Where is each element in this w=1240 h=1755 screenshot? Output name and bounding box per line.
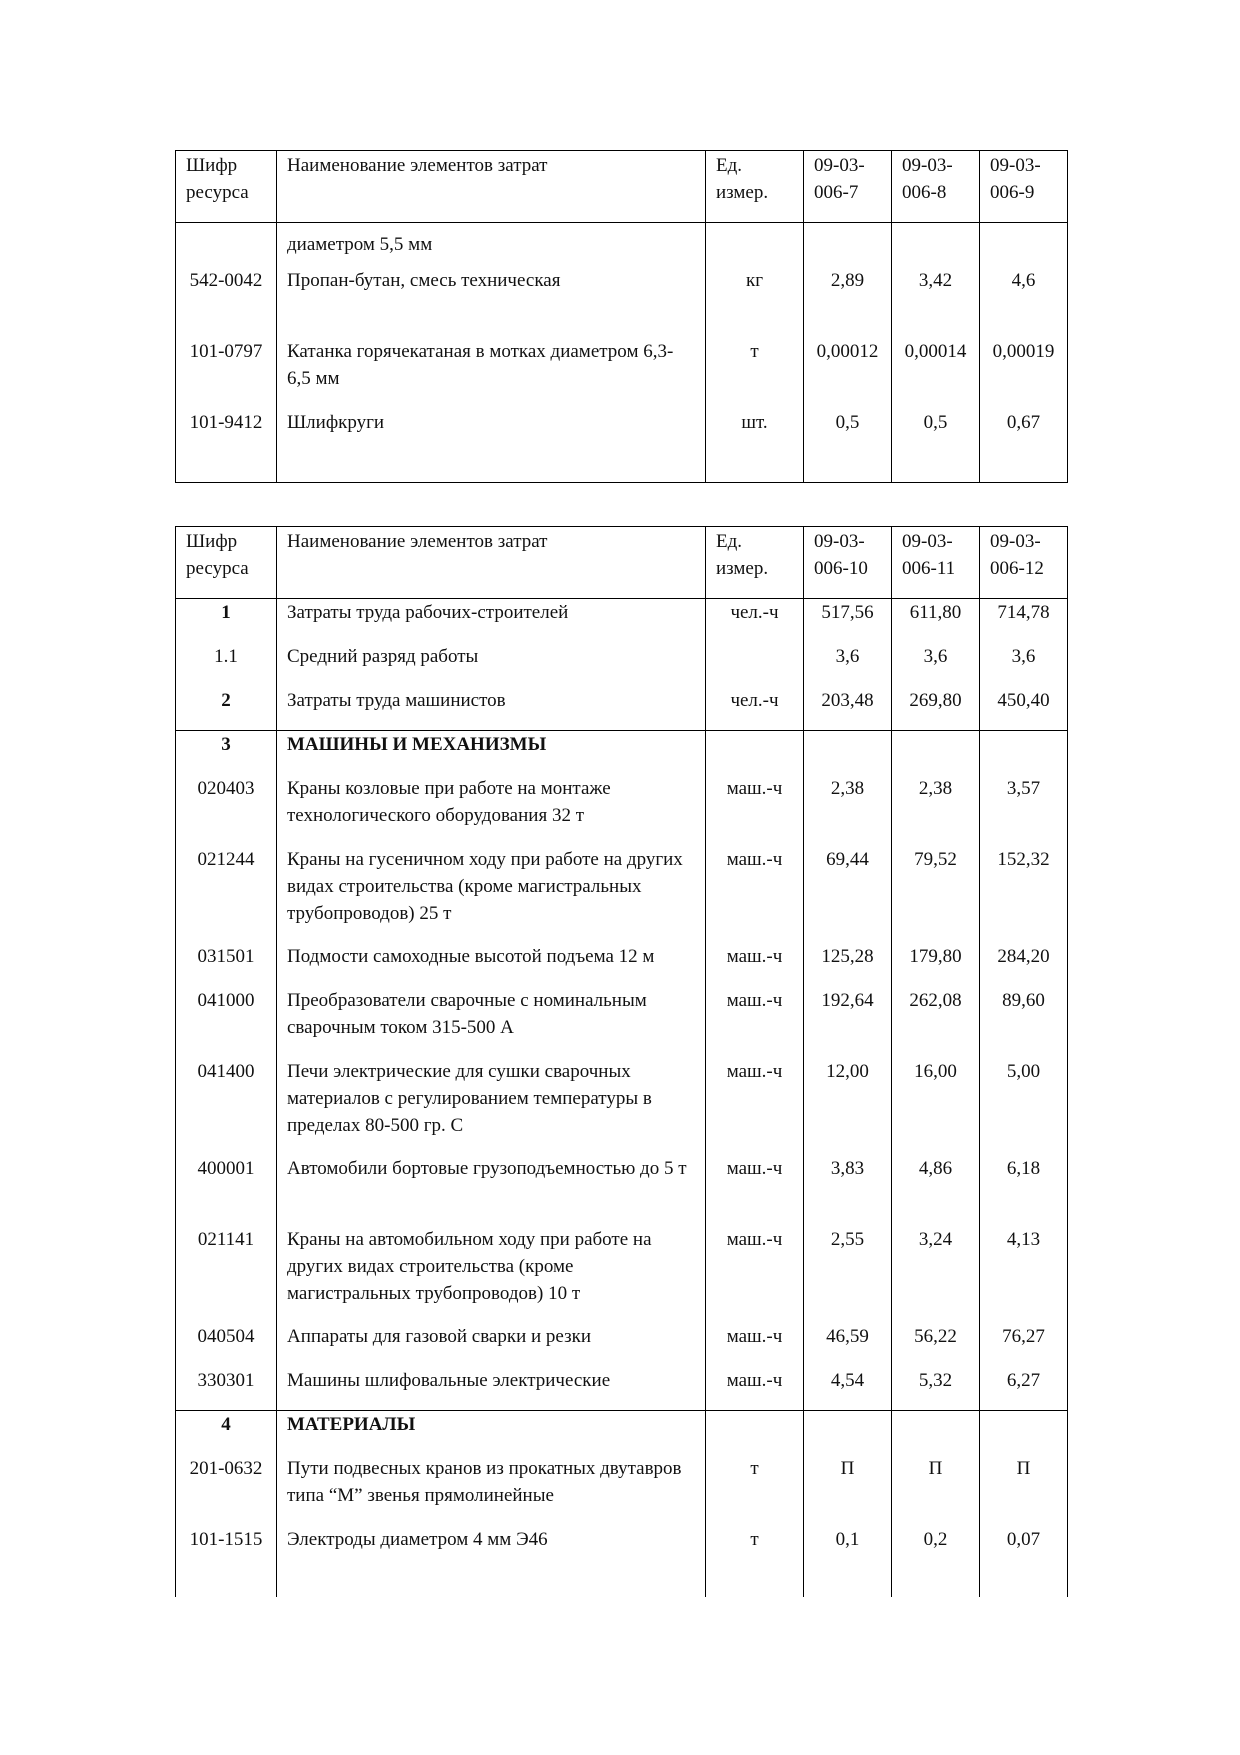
row-name: Электроды диаметром 4 мм Э46 (277, 1526, 706, 1597)
row-name: Затраты труда рабочих-строителей (277, 599, 706, 643)
header-col-2: 09-03-006-11 (892, 527, 980, 599)
row-value-1: 12,00 (804, 1058, 892, 1155)
row-value-1: 2,89 (804, 267, 892, 338)
row-code: 101-0797 (176, 338, 277, 409)
row-value-3: 6,18 (980, 1155, 1068, 1226)
table-row (176, 409, 1068, 483)
header-unit: Ед. измер. (706, 527, 804, 599)
row-value-3: 6,27 (980, 1367, 1068, 1411)
row-code: 021244 (176, 846, 277, 943)
table-row (176, 846, 1068, 943)
row-unit (706, 1411, 804, 1455)
row-value-3 (980, 1411, 1068, 1455)
row-value-3: 450,40 (980, 687, 1068, 731)
row-value-3 (980, 223, 1068, 267)
row-name: Краны козловые при работе на монтаже технологического оборудования 32 т (277, 775, 706, 846)
row-value-2: 3,24 (892, 1226, 980, 1323)
row-value-2: 2,38 (892, 775, 980, 846)
row-code: 101-9412 (176, 409, 277, 483)
row-code: 2 (176, 687, 277, 731)
row-value-2 (892, 223, 980, 267)
row-name: Пути подвесных кранов из прокатных двутавров типа “М” звенья прямолинейные (277, 1455, 706, 1526)
header-col-3: 09-03-006-12 (980, 527, 1068, 599)
row-value-1: 203,48 (804, 687, 892, 731)
row-value-3: 0,67 (980, 409, 1068, 483)
row-name: Шлифкруги (277, 409, 706, 483)
row-value-1: 3,83 (804, 1155, 892, 1226)
row-value-3: 0,00019 (980, 338, 1068, 409)
row-code: 020403 (176, 775, 277, 846)
row-unit (706, 223, 804, 267)
row-value-2: 3,6 (892, 643, 980, 687)
row-unit: маш.-ч (706, 1367, 804, 1411)
row-value-1 (804, 731, 892, 775)
table-body (176, 599, 1068, 1597)
row-name: Автомобили бортовые грузоподъемностью до 5 т (277, 1155, 706, 1226)
row-value-3 (980, 731, 1068, 775)
row-code: 041400 (176, 1058, 277, 1155)
row-code: 040504 (176, 1323, 277, 1367)
row-unit: маш.-ч (706, 775, 804, 846)
section-row (176, 731, 1068, 775)
row-name: Подмости самоходные высотой подъема 12 м (277, 943, 706, 987)
row-code: 201-0632 (176, 1455, 277, 1526)
row-value-3: П (980, 1455, 1068, 1526)
row-name: Преобразователи сварочные с номинальным сварочным током 315-500 А (277, 987, 706, 1058)
row-name: Средний разряд работы (277, 643, 706, 687)
header-col-1: 09-03-006-10 (804, 527, 892, 599)
row-value-1: 4,54 (804, 1367, 892, 1411)
row-value-2: 179,80 (892, 943, 980, 987)
row-value-1 (804, 1411, 892, 1455)
row-value-1: 2,55 (804, 1226, 892, 1323)
row-unit (706, 731, 804, 775)
header-col-2: 09-03-006-8 (892, 151, 980, 223)
row-value-1 (804, 223, 892, 267)
row-code: 041000 (176, 987, 277, 1058)
row-name: Краны на гусеничном ходу при работе на других видах строительства (кроме магистральных трубопроводов) 25 т (277, 846, 706, 943)
header-code: Шифр ресурса (176, 527, 277, 599)
row-value-1: 517,56 (804, 599, 892, 643)
header-name: Наименование элементов затрат (277, 527, 706, 599)
table-row (176, 643, 1068, 687)
header-col-1: 09-03-006-7 (804, 151, 892, 223)
row-unit: маш.-ч (706, 1226, 804, 1323)
row-value-2 (892, 731, 980, 775)
row-code: 542-0042 (176, 267, 277, 338)
row-value-1: 0,1 (804, 1526, 892, 1597)
row-name: Аппараты для газовой сварки и резки (277, 1323, 706, 1367)
row-value-1: 3,6 (804, 643, 892, 687)
row-name: МАШИНЫ И МЕХАНИЗМЫ (277, 731, 706, 775)
row-value-2: 79,52 (892, 846, 980, 943)
table-row (176, 1058, 1068, 1155)
row-value-3: 5,00 (980, 1058, 1068, 1155)
row-code: 4 (176, 1411, 277, 1455)
header-name: Наименование элементов затрат (277, 151, 706, 223)
row-value-2: 5,32 (892, 1367, 980, 1411)
row-unit: т (706, 1526, 804, 1597)
row-code (176, 223, 277, 267)
table-header (176, 151, 1068, 223)
section-row (176, 1411, 1068, 1455)
row-name: Пропан-бутан, смесь техническая (277, 267, 706, 338)
row-unit: маш.-ч (706, 943, 804, 987)
row-unit: т (706, 338, 804, 409)
row-name: МАТЕРИАЛЫ (277, 1411, 706, 1455)
row-code: 400001 (176, 1155, 277, 1226)
row-unit: т (706, 1455, 804, 1526)
resource-table-2 (175, 526, 1068, 1597)
row-value-2: 3,42 (892, 267, 980, 338)
row-value-1: 125,28 (804, 943, 892, 987)
table-header (176, 527, 1068, 599)
row-unit: маш.-ч (706, 846, 804, 943)
table-row (176, 1226, 1068, 1323)
row-value-1: П (804, 1455, 892, 1526)
row-value-3: 89,60 (980, 987, 1068, 1058)
row-value-2: П (892, 1455, 980, 1526)
row-code: 3 (176, 731, 277, 775)
row-value-3: 76,27 (980, 1323, 1068, 1367)
row-code: 031501 (176, 943, 277, 987)
row-value-2: 0,00014 (892, 338, 980, 409)
row-name: Печи электрические для сушки сварочных материалов с регулированием температуры в пределах 80-500 гр. С (277, 1058, 706, 1155)
table-row (176, 1155, 1068, 1226)
row-value-3: 152,32 (980, 846, 1068, 943)
row-unit: шт. (706, 409, 804, 483)
table-row (176, 599, 1068, 643)
row-value-2: 269,80 (892, 687, 980, 731)
table-row (176, 1367, 1068, 1411)
row-unit: чел.-ч (706, 599, 804, 643)
row-value-2: 56,22 (892, 1323, 980, 1367)
row-code: 1.1 (176, 643, 277, 687)
row-unit: маш.-ч (706, 987, 804, 1058)
row-value-1: 0,00012 (804, 338, 892, 409)
row-unit: кг (706, 267, 804, 338)
resource-table-1 (175, 150, 1068, 483)
row-value-1: 46,59 (804, 1323, 892, 1367)
table-row (176, 1323, 1068, 1367)
row-code: 101-1515 (176, 1526, 277, 1597)
header-code: Шифр ресурса (176, 151, 277, 223)
row-value-3: 284,20 (980, 943, 1068, 987)
row-value-1: 0,5 (804, 409, 892, 483)
header-unit: Ед. измер. (706, 151, 804, 223)
header-col-3: 09-03-006-9 (980, 151, 1068, 223)
row-code: 1 (176, 599, 277, 643)
table-row (176, 1526, 1068, 1597)
row-value-2: 0,2 (892, 1526, 980, 1597)
table-row (176, 1455, 1068, 1526)
row-name: Краны на автомобильном ходу при работе на других видах строительства (кроме магистральных трубопроводов) 10 т (277, 1226, 706, 1323)
row-value-2: 611,80 (892, 599, 980, 643)
row-value-2: 4,86 (892, 1155, 980, 1226)
row-value-1: 2,38 (804, 775, 892, 846)
row-unit: маш.-ч (706, 1323, 804, 1367)
table-row (176, 775, 1068, 846)
row-value-1: 192,64 (804, 987, 892, 1058)
row-name: Катанка горячекатаная в мотках диаметром 6,3-6,5 мм (277, 338, 706, 409)
row-value-3: 4,6 (980, 267, 1068, 338)
row-value-3: 4,13 (980, 1226, 1068, 1323)
row-value-1: 69,44 (804, 846, 892, 943)
row-unit: маш.-ч (706, 1155, 804, 1226)
row-code: 021141 (176, 1226, 277, 1323)
row-name: Затраты труда машинистов (277, 687, 706, 731)
row-value-2: 262,08 (892, 987, 980, 1058)
row-value-2 (892, 1411, 980, 1455)
row-value-3: 3,57 (980, 775, 1068, 846)
table-row (176, 943, 1068, 987)
row-unit: маш.-ч (706, 1058, 804, 1155)
table-row (176, 267, 1068, 338)
row-value-3: 3,6 (980, 643, 1068, 687)
row-name: Машины шлифовальные электрические (277, 1367, 706, 1411)
row-code: 330301 (176, 1367, 277, 1411)
row-name: диаметром 5,5 мм (277, 223, 706, 267)
table-row (176, 687, 1068, 731)
table-row (176, 338, 1068, 409)
row-value-3: 0,07 (980, 1526, 1068, 1597)
row-unit: чел.-ч (706, 687, 804, 731)
table-row (176, 987, 1068, 1058)
row-unit (706, 643, 804, 687)
row-value-2: 16,00 (892, 1058, 980, 1155)
row-value-3: 714,78 (980, 599, 1068, 643)
row-value-2: 0,5 (892, 409, 980, 483)
table-row (176, 223, 1068, 267)
